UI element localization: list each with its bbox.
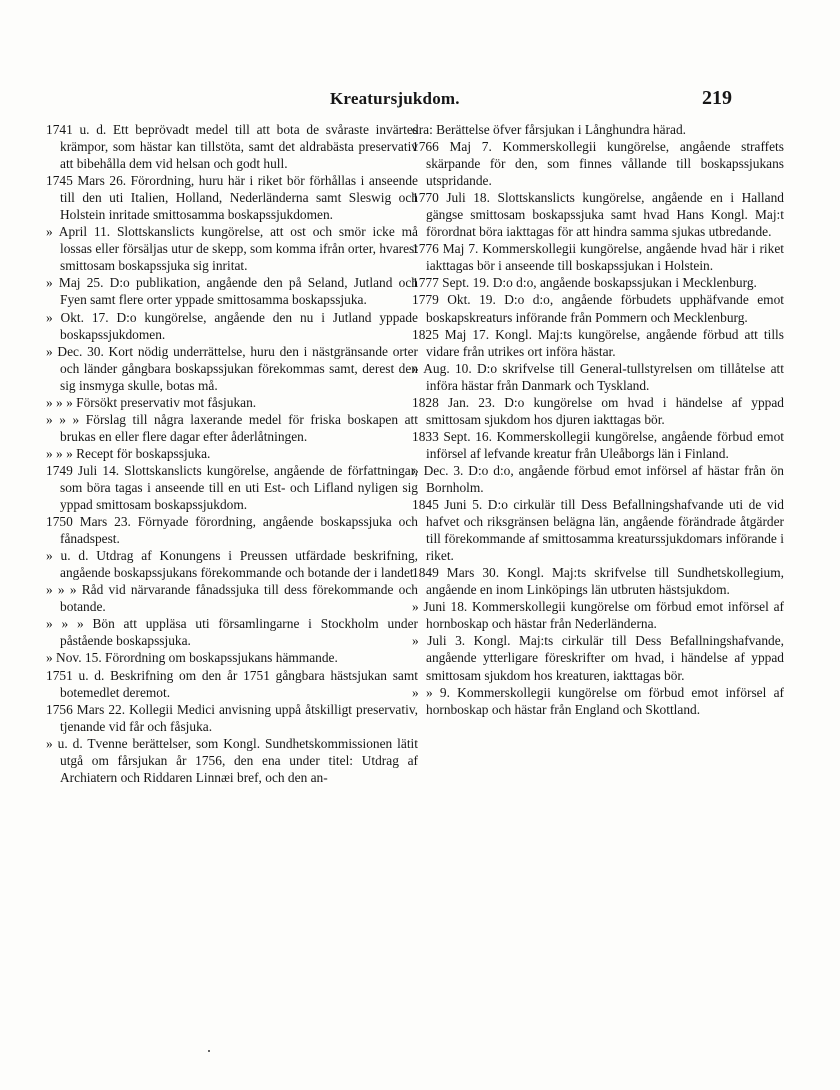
entry: » u. d. Utdrag af Konungens i Preussen utfärdade beskrifning, angående boskapssjukans förekommande och botande der i landet. <box>46 548 418 581</box>
entry: 1751 u. d. Beskrifning om den år 1751 gångbara hästsjukan samt botemedlet deremot. <box>46 667 418 700</box>
entry: » April 11. Slottskanslicts kungörelse, att ost och smör icke må lossas eller försäljas utur de skepp, som komma ifrån orter, hvarest smittosam boskapssjuka sig inritat. <box>46 224 418 274</box>
entry: » » » Råd vid närvarande fånadssjuka till dess förekommande och botande. <box>46 582 418 615</box>
entry: » Aug. 10. D:o skrifvelse till General-tullstyrelsen om tillåtelse att införa hästar från Danmark och Tyskland. <box>412 360 784 393</box>
running-title: Kreatursjukdom. <box>330 89 460 108</box>
entry: » » 9. Kommerskollegii kungörelse om förbud emot införsel af hornboskap och hästar från England och Skottland. <box>412 684 784 717</box>
entry: 1749 Juli 14. Slottskanslicts kungörelse, angående de författningar, som böra tagas i anseende till en uti Est- och Lifland nyligen sig yppad smittosam boskapssjukdom. <box>46 462 418 513</box>
entry: » Juli 3. Kongl. Maj:ts cirkulär till Dess Befallningshafvande, angående ytterligare föreskrifter om hvad, i händelse af yppad smittosam sjukdom hos kreaturen, iakttagas bör. <box>412 633 784 683</box>
ink-speck <box>208 1050 210 1052</box>
entry: » u. d. Tvenne berättelser, som Kongl. Sundhetskommissionen lätit utgå om fårsjukan år 1756, den ena under titel: Utdrag af Archiatern och Riddaren Linnæi bref, och den an- <box>46 735 418 785</box>
entry: 1776 Maj 7. Kommerskollegii kungörelse, angående hvad här i riket iakttagas bör i anseende till boskapssjukan i Holstein. <box>412 241 784 274</box>
entry: 1777 Sept. 19. D:o d:o, angående boskapssjukan i Mecklenburg. <box>412 275 757 291</box>
running-header <box>0 85 840 115</box>
entry: » Okt. 17. D:o kungörelse, angående den nu i Jutland yppade boskapssjukdomen. <box>46 309 418 342</box>
entry: » Dec. 3. D:o d:o, angående förbud emot införsel af hästar från ön Bornholm. <box>412 462 784 495</box>
entry: 1833 Sept. 16. Kommerskollegii kungörelse, angående förbud emot införsel af lefvande kreatur från Uleåborgs län i Finland. <box>412 428 784 461</box>
left-column <box>46 121 418 786</box>
entry: » Maj 25. D:o publikation, angående den på Seland, Jutland och Fyen samt flere orter yppade smittosamma boskapssjuka. <box>46 275 418 308</box>
entry: 1741 u. d. Ett beprövadt medel till att bota de svåraste invärtes krämpor, som hästar kan tillstöta, samt det aldrabästa preservativ att bibehålla dem vid helsan och godt hull. <box>46 122 418 172</box>
entry: 1770 Juli 18. Slottskanslicts kungörelse, angående en i Halland gängse smittosam boskapssjuka samt hvad Hans Kongl. Maj:t förordnat böra iakttagas för att hindra samma sjukas utbredande. <box>412 190 784 240</box>
entry: 1849 Mars 30. Kongl. Maj:ts skrifvelse till Sundhetskollegium, angående en inom Linköpings län utbruten hästsjukdom. <box>412 565 784 598</box>
entry: » Nov. 15. Förordning om boskapssjukans hämmande. <box>46 650 338 666</box>
entry: dra: Berättelse öfver fårsjukan i Långhundra härad. <box>412 122 687 137</box>
entry: » » » Bön att uppläsa uti församlingarne i Stockholm under påstående boskapssjuka. <box>46 616 418 649</box>
entry: 1845 Juni 5. D:o cirkulär till Dess Befallningshafvande uti de vid hafvet och riksgränsen belägna län, angående förändrade åtgärder till förekommande af smittosamma kreaturssjukdomars införande i riket. <box>412 497 784 564</box>
entry: » » » Försökt preservativ mot fåsjukan. <box>46 394 257 410</box>
entry: 1750 Mars 23. Förnyade förordning, angående boskapssjuka och fånadspest. <box>46 514 418 547</box>
right-column <box>412 121 784 718</box>
entry: 1828 Jan. 23. D:o kungörelse om hvad i händelse af yppad smittosam sjukdom hos djuren iakttagas bör. <box>412 394 784 427</box>
entry: 1756 Mars 22. Kollegii Medici anvisning uppå åtskilligt preservativ, tjenande vid får och fåsjuka. <box>46 701 418 734</box>
entry: 1825 Maj 17. Kongl. Maj:ts kungörelse, angående förbud att tills vidare från utrikes ort införa hästar. <box>412 326 784 359</box>
page-number: 219 <box>702 87 732 109</box>
entry: 1745 Mars 26. Förordning, huru här i riket bör förhållas i anseende till den uti Italien, Holland, Nederländerna samt Sleswig och Holstein inritade smittosamma boskapssjukdomen. <box>46 173 418 223</box>
entry: 1779 Okt. 19. D:o d:o, angående förbudets upphäfvande emot boskapskreaturs införande från Pommern och Mecklenburg. <box>412 292 784 325</box>
entry: 1766 Maj 7. Kommerskollegii kungörelse, angående straffets skärpande för den, som finnes vållande till boskapssjukans utspridande. <box>412 139 784 189</box>
entry: » Dec. 30. Kort nödig underrättelse, huru den i nästgränsande orter och länder gångbara boskapssjukan förekommas samt, derest den sig insmyga skulle, botas må. <box>46 343 418 393</box>
entry: » » » Förslag till några laxerande medel för friska boskapen att brukas en eller flere dagar efter åderlåtningen. <box>46 411 418 444</box>
entry: » Juni 18. Kommerskollegii kungörelse om förbud emot införsel af hornboskap och hästar från Nederländerna. <box>412 599 784 632</box>
entry: » » » Recept för boskapssjuka. <box>46 445 211 461</box>
